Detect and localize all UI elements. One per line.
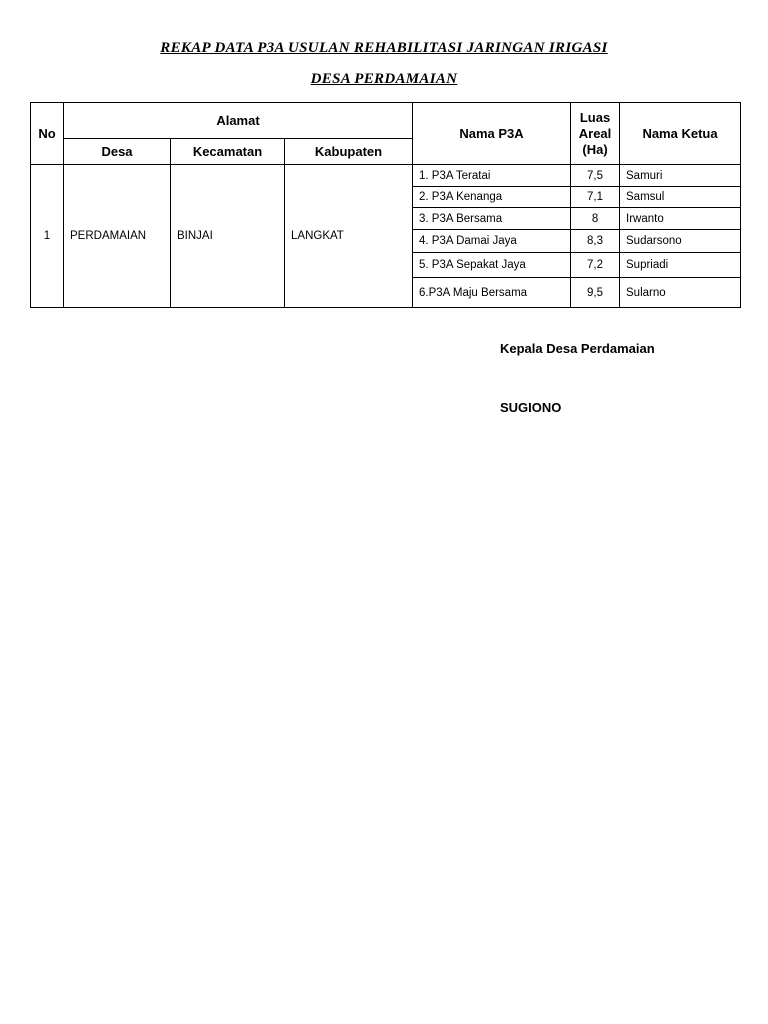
cell-kecamatan: BINJAI bbox=[171, 165, 285, 308]
cell-p3a-name: 5. P3A Sepakat Jaya bbox=[413, 253, 571, 278]
cell-kabupaten: LANGKAT bbox=[285, 165, 413, 308]
table-row bbox=[31, 165, 741, 187]
header-kecamatan: Kecamatan bbox=[171, 139, 285, 165]
cell-no: 1 bbox=[31, 165, 64, 308]
cell-ketua: Sudarsono bbox=[620, 230, 741, 253]
p3a-table bbox=[30, 102, 741, 308]
cell-luas: 9,5 bbox=[571, 278, 620, 308]
header-alamat: Alamat bbox=[64, 103, 413, 139]
cell-luas: 7,1 bbox=[571, 187, 620, 208]
cell-p3a-name: 3. P3A Bersama bbox=[413, 208, 571, 230]
header-luas-areal: Luas Areal (Ha) bbox=[571, 103, 620, 165]
cell-ketua: Sularno bbox=[620, 278, 741, 308]
signature-position: Kepala Desa Perdamaian bbox=[500, 341, 655, 356]
cell-p3a-name: 4. P3A Damai Jaya bbox=[413, 230, 571, 253]
cell-ketua: Samsul bbox=[620, 187, 741, 208]
cell-luas: 7,5 bbox=[571, 165, 620, 187]
cell-p3a-name: 6.P3A Maju Bersama bbox=[413, 278, 571, 308]
cell-luas: 8,3 bbox=[571, 230, 620, 253]
cell-luas: 8 bbox=[571, 208, 620, 230]
cell-ketua: Supriadi bbox=[620, 253, 741, 278]
cell-p3a-name: 2. P3A Kenanga bbox=[413, 187, 571, 208]
document-subtitle: DESA PERDAMAIAN bbox=[310, 71, 458, 87]
cell-ketua: Irwanto bbox=[620, 208, 741, 230]
cell-desa: PERDAMAIAN bbox=[64, 165, 171, 308]
cell-luas: 7,2 bbox=[571, 253, 620, 278]
signature-name: SUGIONO bbox=[500, 400, 562, 415]
document-title: REKAP DATA P3A USULAN REHABILITASI JARINGAN IRIGASI bbox=[160, 40, 608, 56]
header-nama-p3a: Nama P3A bbox=[413, 103, 571, 165]
header-desa: Desa bbox=[64, 139, 171, 165]
cell-ketua: Samuri bbox=[620, 165, 741, 187]
header-kabupaten: Kabupaten bbox=[285, 139, 413, 165]
header-nama-ketua: Nama Ketua bbox=[620, 103, 741, 165]
cell-p3a-name: 1. P3A Teratai bbox=[413, 165, 571, 187]
header-no: No bbox=[31, 103, 64, 165]
